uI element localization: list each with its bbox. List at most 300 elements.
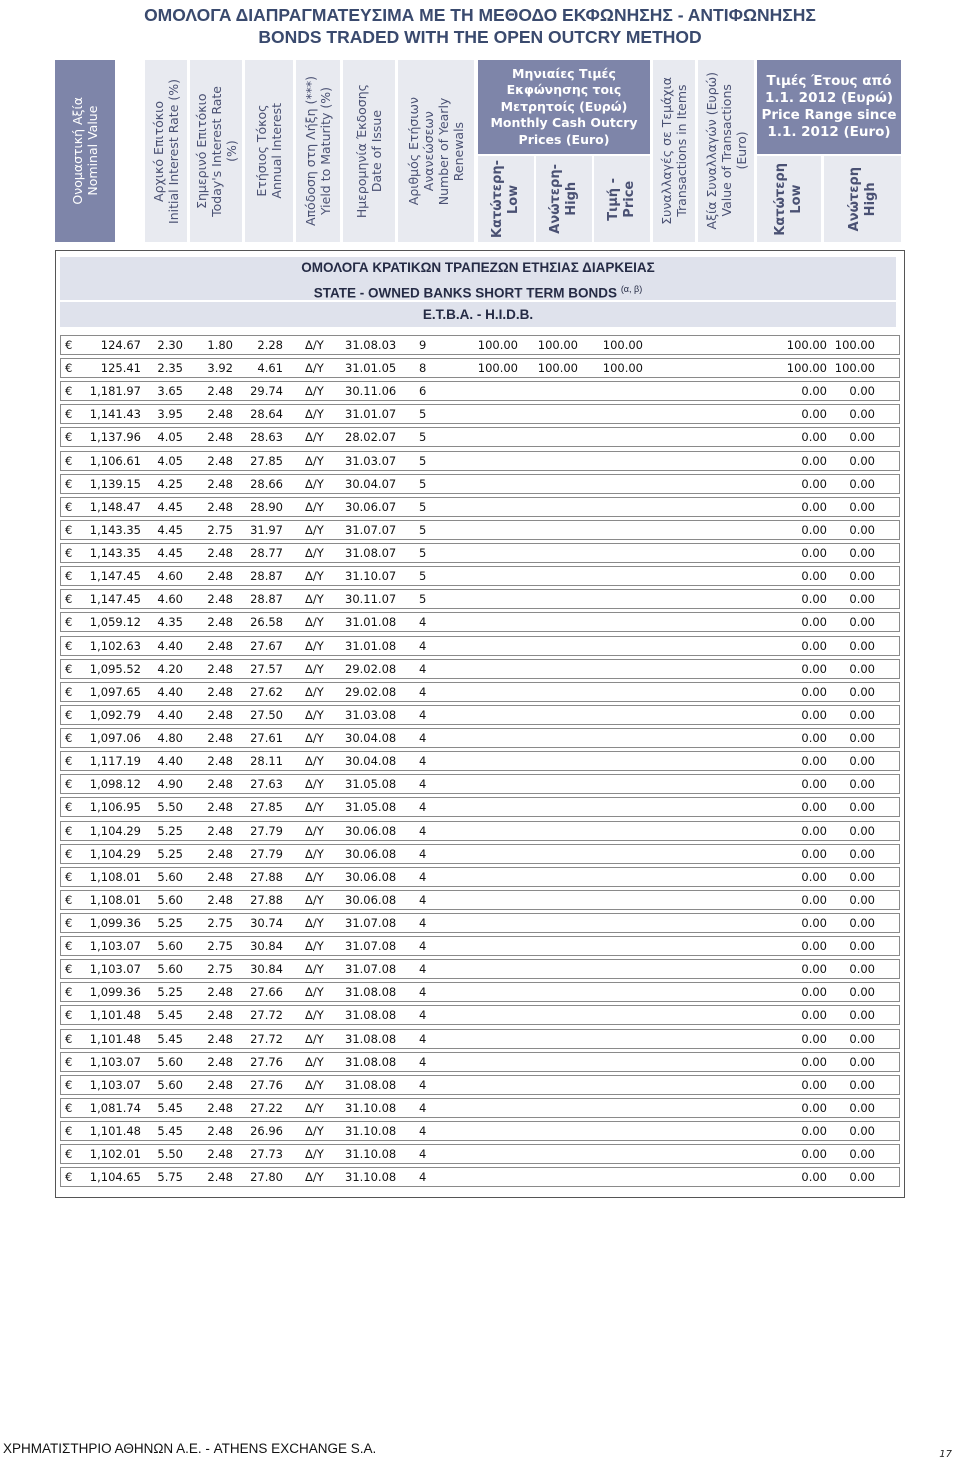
cell-annual: 27.88 xyxy=(250,892,283,907)
cell-low: 0.00 xyxy=(801,1077,827,1092)
cell-initial: 4.60 xyxy=(157,569,183,584)
cell-issue: 31.10.08 xyxy=(345,1124,397,1139)
cell-renewals: 4 xyxy=(419,1031,427,1046)
cell-ytm: Δ/Υ xyxy=(305,615,324,630)
cell-annual: 27.76 xyxy=(250,1077,283,1092)
cell-annual: 30.84 xyxy=(250,939,283,954)
cell-nominal: 1,099.36 xyxy=(89,916,141,930)
table-row xyxy=(60,682,900,702)
cell-ytm: Δ/Υ xyxy=(305,985,324,1000)
cell-nominal: 1,101.48 xyxy=(89,1124,141,1139)
cell-initial: 5.25 xyxy=(157,846,183,861)
cell-m-high xyxy=(521,567,578,585)
currency-symbol: € xyxy=(65,407,73,422)
header-monthly-price-gr: Τιμή - xyxy=(606,177,621,221)
cell-m-price xyxy=(581,1076,643,1094)
header-nominal-en: Nominal Value xyxy=(85,106,100,197)
cell-today: 2.48 xyxy=(207,1170,233,1185)
cell-m-high xyxy=(521,822,578,840)
cell-renewals: 8 xyxy=(419,361,427,376)
cell-today: 2.48 xyxy=(207,731,233,746)
table-row xyxy=(60,358,900,378)
cell-renewals: 4 xyxy=(419,754,427,769)
cell-issue: 31.08.07 xyxy=(345,546,397,561)
cell-ytm: Δ/Υ xyxy=(305,569,324,584)
header-nominal-gr: Ονομαστική Αξία xyxy=(70,97,85,205)
cell-today: 1.80 xyxy=(207,338,233,352)
cell-nominal: 1,059.12 xyxy=(89,615,141,630)
cell-issue: 31.08.03 xyxy=(345,338,397,352)
cell-nominal: 1,102.01 xyxy=(89,1147,141,1162)
cell-nominal: 1,106.95 xyxy=(89,800,141,815)
table-row xyxy=(60,867,900,887)
cell-annual: 29.74 xyxy=(250,384,283,399)
cell-issue: 31.07.08 xyxy=(345,939,397,954)
cell-high: 0.00 xyxy=(849,939,875,954)
header-annual-interest xyxy=(245,60,293,242)
header-transactions-en: Transactions in Items xyxy=(674,84,689,218)
cell-high: 100.00 xyxy=(834,361,875,376)
cell-initial: 4.45 xyxy=(157,546,183,561)
cell-m-low xyxy=(461,683,518,701)
cell-renewals: 5 xyxy=(419,592,427,607)
currency-symbol: € xyxy=(65,361,73,376)
cell-m-price xyxy=(581,382,643,400)
cell-annual: 28.64 xyxy=(250,407,283,422)
cell-low: 0.00 xyxy=(801,546,827,561)
header-range-low xyxy=(757,156,821,242)
cell-annual: 27.79 xyxy=(250,823,283,838)
currency-symbol: € xyxy=(65,638,73,653)
header-value xyxy=(698,60,754,242)
cell-m-price: 100.00 xyxy=(602,361,643,376)
page-title-english: BONDS TRADED WITH THE OPEN OUTCRY METHOD xyxy=(258,27,702,47)
cell-m-low xyxy=(461,475,518,493)
header-today-en: Today's Interest Rate xyxy=(208,85,224,217)
cell-initial: 4.40 xyxy=(157,754,183,769)
cell-low: 0.00 xyxy=(801,823,827,838)
cell-m-price xyxy=(581,498,643,516)
cell-high: 0.00 xyxy=(849,1147,875,1162)
table-row xyxy=(60,1144,900,1164)
currency-symbol: € xyxy=(65,846,73,861)
cell-high: 0.00 xyxy=(849,1054,875,1069)
cell-renewals: 4 xyxy=(419,939,427,954)
currency-symbol: € xyxy=(65,569,73,584)
cell-renewals: 6 xyxy=(419,384,427,399)
header-monthly-high xyxy=(536,156,592,242)
cell-renewals: 4 xyxy=(419,869,427,884)
page-title-greek: ΟΜΟΛΟΓΑ ΔΙΑΠΡΑΓΜΑΤΕΥΣΙΜΑ ΜΕ ΤΗ ΜΕΘΟΔΟ ΕΚΦΩΝΗΣΗΣ - ΑΝΤΙΦΩΝΗΣΗΣ xyxy=(144,5,816,25)
cell-high: 0.00 xyxy=(849,846,875,861)
cell-high: 0.00 xyxy=(849,499,875,514)
cell-m-high: 100.00 xyxy=(537,338,578,352)
header-transactions xyxy=(653,60,695,242)
cell-m-high: 100.00 xyxy=(537,361,578,376)
cell-annual: 28.63 xyxy=(250,430,283,445)
cell-m-high xyxy=(521,1145,578,1163)
cell-today: 2.48 xyxy=(207,661,233,676)
cell-renewals: 4 xyxy=(419,777,427,792)
cell-ytm: Δ/Υ xyxy=(305,661,324,676)
cell-m-high xyxy=(521,452,578,470)
header-annual-gr: Ετήσιος Τόκος xyxy=(254,104,269,198)
cell-m-high xyxy=(521,845,578,863)
cell-today: 2.75 xyxy=(207,962,233,977)
cell-low: 0.00 xyxy=(801,707,827,722)
cell-renewals: 4 xyxy=(419,823,427,838)
header-monthly-prices xyxy=(478,60,650,154)
cell-m-price xyxy=(581,590,643,608)
cell-renewals: 5 xyxy=(419,569,427,584)
cell-annual: 26.58 xyxy=(250,615,283,630)
cell-annual: 30.74 xyxy=(250,916,283,930)
cell-ytm: Δ/Υ xyxy=(305,1031,324,1046)
header-yield-gr: Απόδοση στη Λήξη (***) xyxy=(303,75,318,227)
cell-nominal: 1,103.07 xyxy=(89,962,141,977)
currency-symbol: € xyxy=(65,476,73,491)
currency-symbol: € xyxy=(65,754,73,769)
cell-issue: 28.02.07 xyxy=(345,430,397,445)
cell-low: 0.00 xyxy=(801,916,827,930)
cell-low: 0.00 xyxy=(801,430,827,445)
cell-annual: 27.88 xyxy=(250,869,283,884)
table-row xyxy=(60,404,900,424)
cell-m-price xyxy=(581,475,643,493)
cell-nominal: 125.41 xyxy=(100,361,141,376)
cell-m-low xyxy=(461,798,518,816)
cell-low: 0.00 xyxy=(801,638,827,653)
cell-high: 0.00 xyxy=(849,777,875,792)
cell-issue: 31.08.08 xyxy=(345,1077,397,1092)
cell-m-low xyxy=(461,914,518,932)
cell-m-low xyxy=(461,613,518,631)
cell-today: 2.75 xyxy=(207,939,233,954)
cell-issue: 31.07.08 xyxy=(345,962,397,977)
cell-high: 0.00 xyxy=(849,1124,875,1139)
cell-m-price xyxy=(581,960,643,978)
currency-symbol: € xyxy=(65,823,73,838)
cell-today: 2.48 xyxy=(207,546,233,561)
cell-issue: 30.04.07 xyxy=(345,476,397,491)
cell-annual: 27.22 xyxy=(250,1100,283,1115)
cell-nominal: 1,117.19 xyxy=(89,754,141,769)
cell-m-low xyxy=(461,868,518,886)
cell-m-price xyxy=(581,428,643,446)
cell-m-low xyxy=(461,729,518,747)
cell-high: 0.00 xyxy=(849,800,875,815)
cell-m-price xyxy=(581,1006,643,1024)
cell-nominal: 124.67 xyxy=(100,338,141,352)
cell-m-high xyxy=(521,428,578,446)
cell-ytm: Δ/Υ xyxy=(305,823,324,838)
cell-low: 0.00 xyxy=(801,731,827,746)
table-row xyxy=(60,589,900,609)
cell-nominal: 1,099.36 xyxy=(89,985,141,1000)
cell-m-low xyxy=(461,752,518,770)
cell-ytm: Δ/Υ xyxy=(305,546,324,561)
cell-ytm: Δ/Υ xyxy=(305,1054,324,1069)
cell-low: 100.00 xyxy=(786,338,827,352)
cell-initial: 2.30 xyxy=(157,338,183,352)
cell-m-price xyxy=(581,613,643,631)
cell-today: 2.48 xyxy=(207,569,233,584)
cell-high: 100.00 xyxy=(834,338,875,352)
cell-issue: 30.06.08 xyxy=(345,869,397,884)
cell-nominal: 1,102.63 xyxy=(89,638,141,653)
header-renewals-gr2: Ανανεώσεων xyxy=(421,110,436,192)
cell-m-low xyxy=(461,382,518,400)
cell-annual: 27.67 xyxy=(250,638,283,653)
table-row xyxy=(60,1029,900,1049)
cell-m-low xyxy=(461,1145,518,1163)
cell-m-low xyxy=(461,891,518,909)
table-row xyxy=(60,774,900,794)
cell-initial: 5.60 xyxy=(157,962,183,977)
cell-nominal: 1,104.29 xyxy=(89,823,141,838)
cell-nominal: 1,104.29 xyxy=(89,846,141,861)
cell-ytm: Δ/Υ xyxy=(305,338,324,352)
cell-low: 0.00 xyxy=(801,499,827,514)
cell-today: 2.48 xyxy=(207,430,233,445)
table-row xyxy=(60,659,900,679)
cell-renewals: 5 xyxy=(419,522,427,537)
cell-ytm: Δ/Υ xyxy=(305,1100,324,1115)
cell-nominal: 1,095.52 xyxy=(89,661,141,676)
cell-initial: 4.60 xyxy=(157,592,183,607)
table-row xyxy=(60,844,900,864)
cell-high: 0.00 xyxy=(849,1031,875,1046)
cell-today: 2.48 xyxy=(207,1008,233,1023)
cell-m-low xyxy=(461,983,518,1001)
cell-m-low xyxy=(461,937,518,955)
cell-issue: 31.07.07 xyxy=(345,522,397,537)
cell-today: 2.48 xyxy=(207,985,233,1000)
cell-m-high xyxy=(521,775,578,793)
cell-low: 100.00 xyxy=(786,361,827,376)
cell-renewals: 5 xyxy=(419,453,427,468)
header-value-unit: (Euro) xyxy=(733,131,749,171)
table-row xyxy=(60,728,900,748)
cell-renewals: 9 xyxy=(419,338,427,352)
cell-low: 0.00 xyxy=(801,384,827,399)
cell-ytm: Δ/Υ xyxy=(305,892,324,907)
cell-high: 0.00 xyxy=(849,453,875,468)
cell-annual: 27.73 xyxy=(250,1147,283,1162)
cell-high: 0.00 xyxy=(849,1100,875,1115)
cell-issue: 31.07.08 xyxy=(345,916,397,930)
footer-exchange: ΧΡΗΜΑΤΙΣΤΗΡΙΟ ΑΘΗΝΩΝ Α.Ε. - ATHENS EXCHANGE S.A. xyxy=(3,1441,377,1456)
cell-ytm: Δ/Υ xyxy=(305,384,324,399)
cell-issue: 30.04.08 xyxy=(345,754,397,769)
cell-low: 0.00 xyxy=(801,869,827,884)
header-yield xyxy=(296,60,340,242)
cell-nominal: 1,081.74 xyxy=(89,1100,141,1115)
cell-issue: 31.10.08 xyxy=(345,1147,397,1162)
cell-annual: 26.96 xyxy=(250,1124,283,1139)
cell-ytm: Δ/Υ xyxy=(305,361,324,376)
cell-m-high xyxy=(521,798,578,816)
cell-issue: 30.11.07 xyxy=(345,592,397,607)
header-renewals xyxy=(398,60,474,242)
cell-initial: 4.05 xyxy=(157,453,183,468)
cell-annual: 28.87 xyxy=(250,569,283,584)
cell-m-low: 100.00 xyxy=(477,338,518,352)
cell-renewals: 5 xyxy=(419,499,427,514)
cell-m-high xyxy=(521,498,578,516)
currency-symbol: € xyxy=(65,1008,73,1023)
cell-issue: 31.10.07 xyxy=(345,569,397,584)
cell-nominal: 1,108.01 xyxy=(89,892,141,907)
cell-m-price xyxy=(581,822,643,840)
header-initial-gr: Αρχικό Επιτόκιο xyxy=(151,100,166,202)
cell-high: 0.00 xyxy=(849,962,875,977)
cell-today: 2.48 xyxy=(207,869,233,884)
cell-issue: 31.01.08 xyxy=(345,638,397,653)
cell-nominal: 1,101.48 xyxy=(89,1008,141,1023)
cell-m-high xyxy=(521,521,578,539)
currency-symbol: € xyxy=(65,615,73,630)
table-row xyxy=(60,1098,900,1118)
cell-low: 0.00 xyxy=(801,1054,827,1069)
cell-high: 0.00 xyxy=(849,707,875,722)
cell-annual: 27.57 xyxy=(250,661,283,676)
cell-m-low xyxy=(461,1053,518,1071)
cell-issue: 31.03.07 xyxy=(345,453,397,468)
cell-renewals: 4 xyxy=(419,684,427,699)
cell-m-price xyxy=(581,1099,643,1117)
cell-renewals: 4 xyxy=(419,916,427,930)
cell-m-low xyxy=(461,521,518,539)
cell-initial: 5.25 xyxy=(157,916,183,930)
cell-initial: 3.65 xyxy=(157,384,183,399)
cell-low: 0.00 xyxy=(801,453,827,468)
cell-ytm: Δ/Υ xyxy=(305,846,324,861)
header-monthly-l2: Εκφώνησης τοις xyxy=(506,82,622,98)
cell-ytm: Δ/Υ xyxy=(305,731,324,746)
cell-renewals: 4 xyxy=(419,661,427,676)
cell-nominal: 1,148.47 xyxy=(89,499,141,514)
currency-symbol: € xyxy=(65,430,73,445)
cell-initial: 3.95 xyxy=(157,407,183,422)
cell-annual: 28.66 xyxy=(250,476,283,491)
cell-initial: 4.35 xyxy=(157,615,183,630)
cell-today: 2.48 xyxy=(207,754,233,769)
cell-m-high xyxy=(521,1122,578,1140)
cell-nominal: 1,147.45 xyxy=(89,592,141,607)
currency-symbol: € xyxy=(65,1077,73,1092)
cell-today: 2.48 xyxy=(207,499,233,514)
cell-initial: 5.60 xyxy=(157,1077,183,1092)
cell-low: 0.00 xyxy=(801,476,827,491)
cell-m-price xyxy=(581,544,643,562)
cell-low: 0.00 xyxy=(801,407,827,422)
cell-m-high xyxy=(521,613,578,631)
header-issue-date xyxy=(343,60,395,242)
cell-high: 0.00 xyxy=(849,1008,875,1023)
cell-low: 0.00 xyxy=(801,846,827,861)
cell-nominal: 1,143.35 xyxy=(89,546,141,561)
header-today-unit: (%) xyxy=(223,140,239,162)
cell-m-high xyxy=(521,660,578,678)
cell-annual: 31.97 xyxy=(250,522,283,537)
cell-issue: 31.08.08 xyxy=(345,985,397,1000)
table-row xyxy=(60,705,900,725)
cell-low: 0.00 xyxy=(801,754,827,769)
header-range-l1: Τιμές Έτους από xyxy=(766,73,892,89)
header-monthly-low-en: Low xyxy=(506,184,521,214)
cell-high: 0.00 xyxy=(849,823,875,838)
cell-m-price xyxy=(581,891,643,909)
cell-renewals: 4 xyxy=(419,846,427,861)
cell-annual: 27.80 xyxy=(250,1170,283,1185)
cell-m-low xyxy=(461,452,518,470)
cell-initial: 5.25 xyxy=(157,823,183,838)
cell-low: 0.00 xyxy=(801,962,827,977)
header-monthly-high-en: High xyxy=(564,182,579,216)
cell-ytm: Δ/Υ xyxy=(305,1008,324,1023)
currency-symbol: € xyxy=(65,1100,73,1115)
cell-nominal: 1,147.45 xyxy=(89,569,141,584)
cell-issue: 30.04.08 xyxy=(345,731,397,746)
cell-m-price xyxy=(581,868,643,886)
cell-initial: 4.40 xyxy=(157,707,183,722)
cell-annual: 27.79 xyxy=(250,846,283,861)
section-title-greek: ΟΜΟΛΟΓΑ ΚΡΑΤΙΚΩΝ ΤΡΑΠΕΖΩΝ ΕΤΗΣΙΑΣ ΔΙΑΡΚΕΙΑΣ xyxy=(60,257,896,278)
cell-high: 0.00 xyxy=(849,661,875,676)
cell-issue: 31.01.07 xyxy=(345,407,397,422)
currency-symbol: € xyxy=(65,453,73,468)
table-row xyxy=(60,890,900,910)
header-monthly-l3: Μετρητοίς (Ευρώ) xyxy=(500,98,628,114)
header-initial-rate xyxy=(145,60,187,242)
cell-initial: 4.80 xyxy=(157,731,183,746)
currency-symbol: € xyxy=(65,869,73,884)
cell-today: 2.48 xyxy=(207,407,233,422)
cell-m-low xyxy=(461,660,518,678)
cell-issue: 30.06.08 xyxy=(345,823,397,838)
cell-high: 0.00 xyxy=(849,546,875,561)
cell-today: 2.48 xyxy=(207,453,233,468)
cell-ytm: Δ/Υ xyxy=(305,1170,324,1185)
cell-initial: 5.50 xyxy=(157,800,183,815)
cell-m-price xyxy=(581,1053,643,1071)
table-row xyxy=(60,566,900,586)
header-range-high xyxy=(824,156,901,242)
cell-issue: 31.08.08 xyxy=(345,1008,397,1023)
header-monthly-l1: Μηνιαίες Τιμές xyxy=(512,65,616,81)
cell-initial: 5.75 xyxy=(157,1170,183,1185)
cell-renewals: 4 xyxy=(419,1008,427,1023)
cell-renewals: 4 xyxy=(419,1147,427,1162)
section-title-note: (α, β) xyxy=(620,284,643,294)
cell-nominal: 1,103.07 xyxy=(89,1077,141,1092)
cell-m-price xyxy=(581,1030,643,1048)
currency-symbol: € xyxy=(65,892,73,907)
cell-initial: 4.40 xyxy=(157,638,183,653)
header-value-en: Value of Transactions xyxy=(718,84,734,218)
table-row xyxy=(60,797,900,817)
cell-annual: 27.85 xyxy=(250,800,283,815)
cell-m-high xyxy=(521,637,578,655)
cell-annual: 27.72 xyxy=(250,1008,283,1023)
cell-ytm: Δ/Υ xyxy=(305,453,324,468)
cell-m-price xyxy=(581,729,643,747)
cell-m-high xyxy=(521,1053,578,1071)
header-nominal xyxy=(55,60,115,242)
cell-initial: 4.90 xyxy=(157,777,183,792)
header-issue-en: Date of Issue xyxy=(369,109,384,193)
